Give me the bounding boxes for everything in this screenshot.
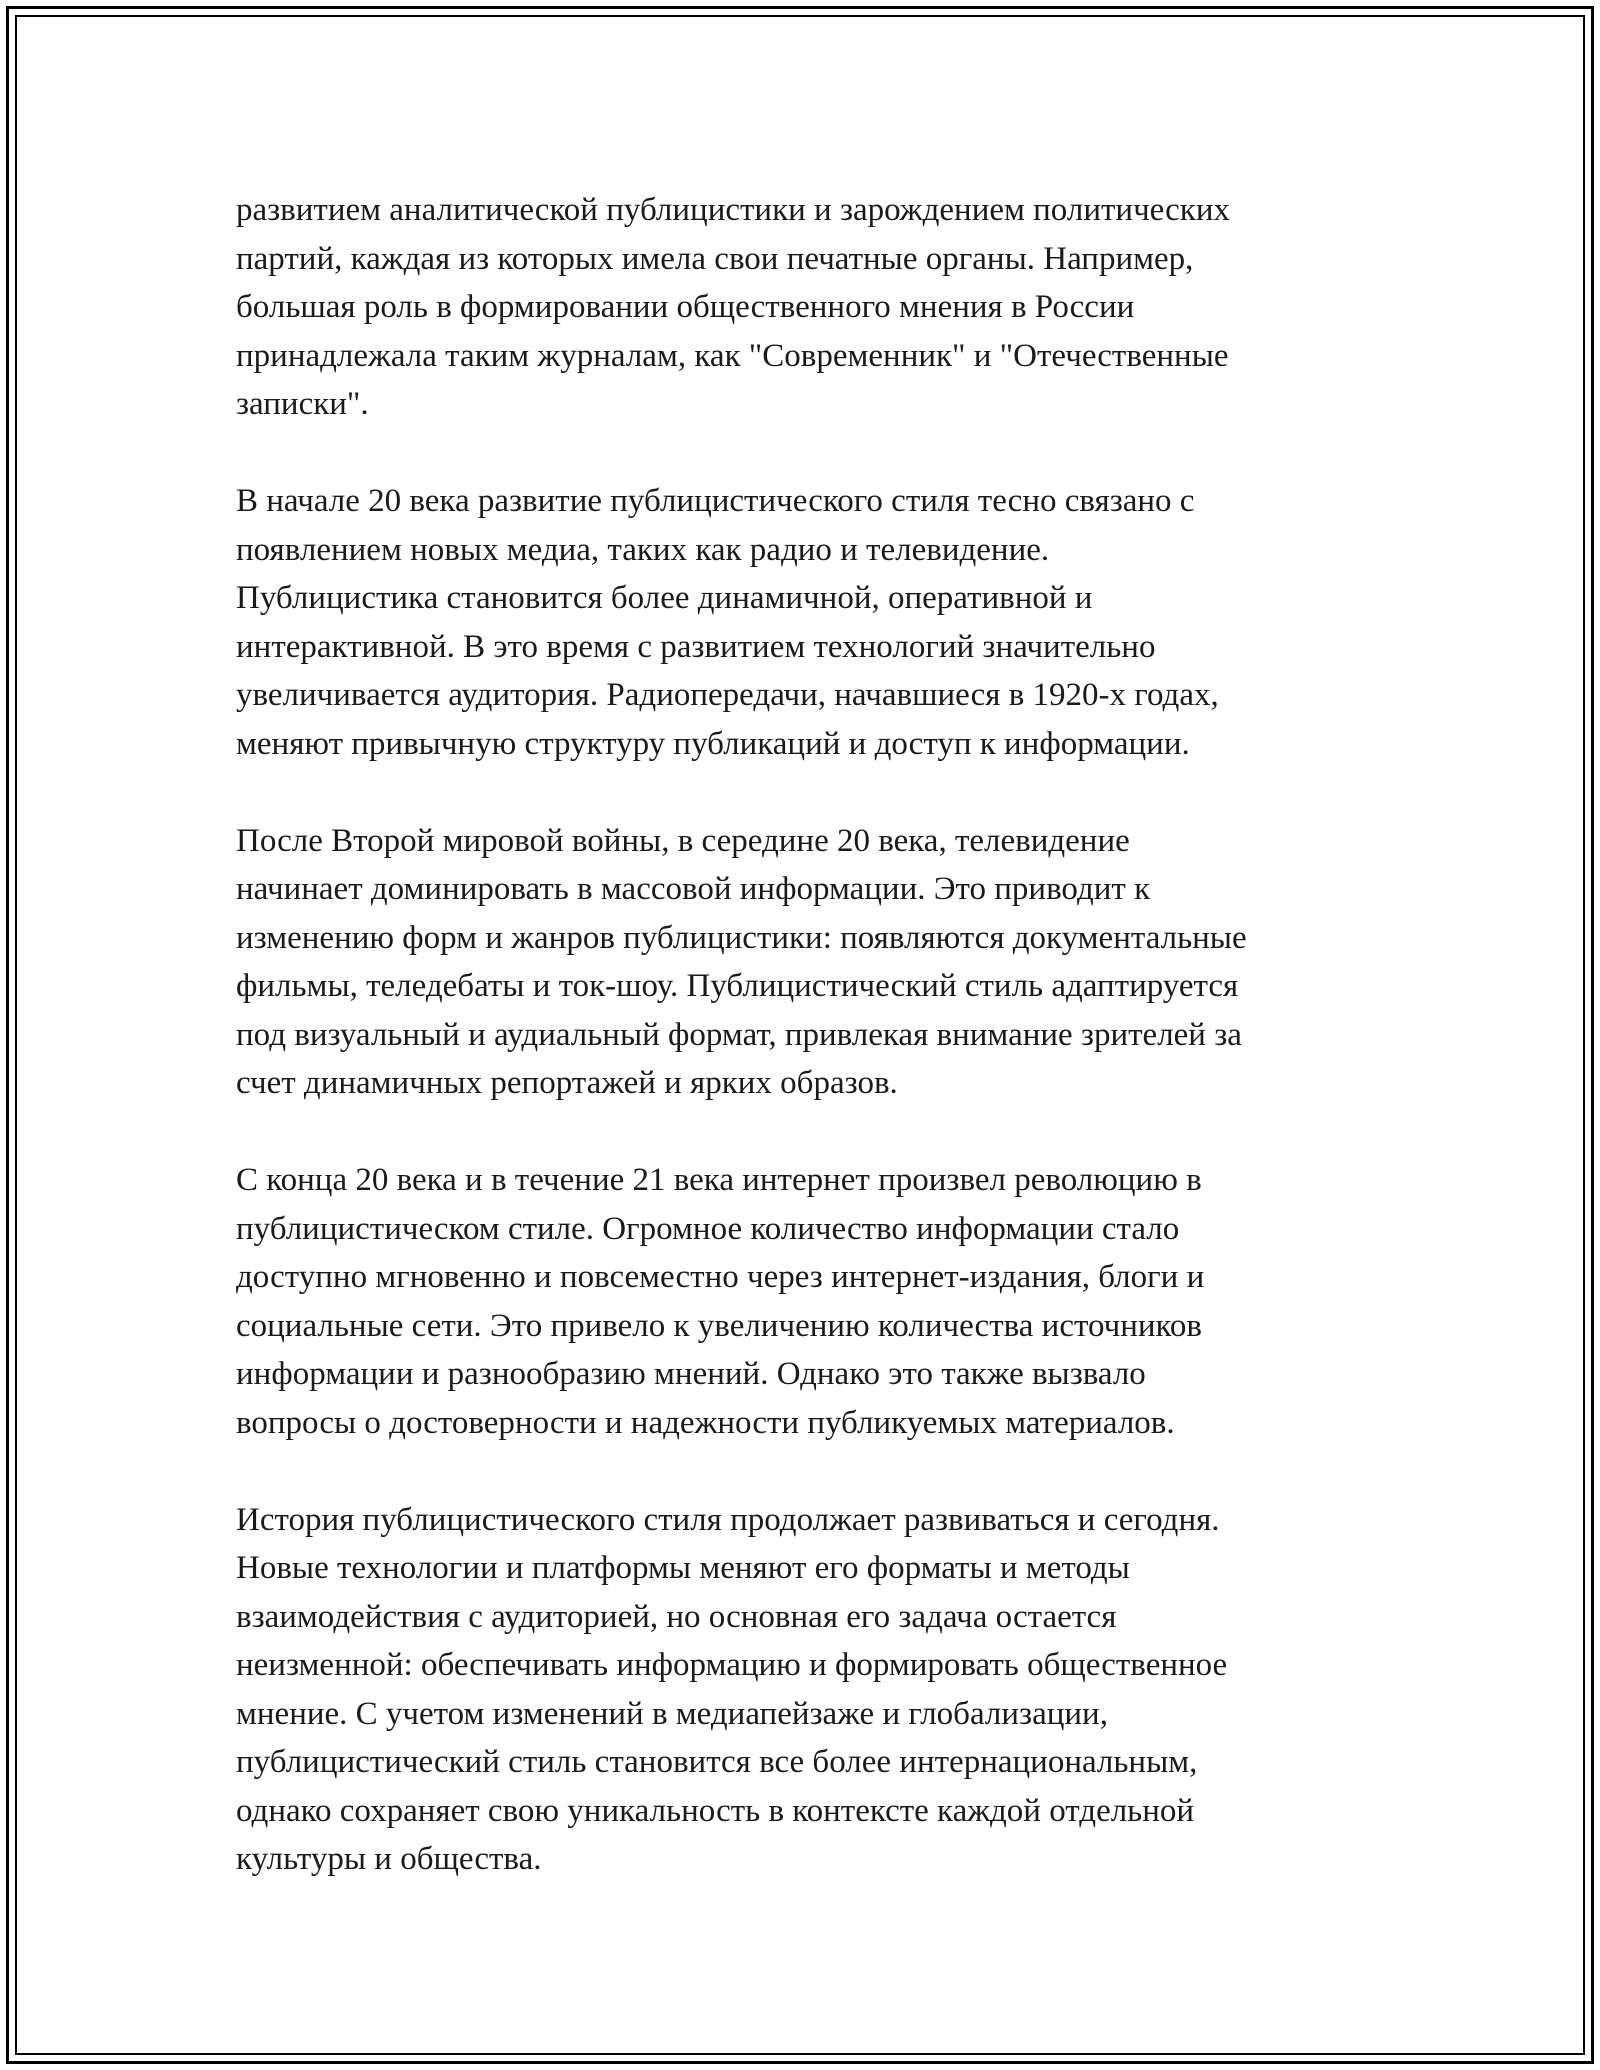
text-line: фильмы, теледебаты и ток-шоу. Публицистический стиль адаптируется <box>236 968 1239 1004</box>
text-line: Публицистика становится более динамичной, оперативной и <box>236 580 1093 616</box>
text-line: культуры и общества. <box>236 1841 542 1877</box>
text-line: партий, каждая из которых имела свои печатные органы. Например, <box>236 240 1194 277</box>
text-line: С конца 20 века и в течение 21 века интернет произвел революцию в <box>236 1162 1202 1198</box>
text-line: начинает доминировать в массовой информации. Это приводит к <box>236 871 1151 907</box>
text-line: Новые технологии и платформы меняют его форматы и методы <box>236 1550 1130 1586</box>
text-line: неизменной: обеспечивать информацию и формировать общественное <box>236 1647 1228 1683</box>
text-line: принадлежала таким журналам, как "Современник" и "Отечественные <box>236 337 1229 374</box>
text-line: После Второй мировой войны, в середине 20 века, телевидение <box>236 822 1130 859</box>
document-body <box>236 186 1416 1884</box>
text-line: социальные сети. Это привело к увеличению количества источников <box>236 1307 1202 1344</box>
text-line: под визуальный и аудиальный формат, привлекая внимание зрителей за <box>236 1016 1242 1053</box>
text-line: взаимодействия с аудиторией, но основная его задача остается <box>236 1598 1117 1635</box>
paragraph-3 <box>236 817 1416 1108</box>
text-line: развитием аналитической публицистики и зарождением политических <box>236 192 1230 228</box>
paragraph-4 <box>236 1156 1416 1447</box>
text-line: записки". <box>236 386 369 422</box>
text-line: информации и разнообразию мнений. Однако это также вызвало <box>236 1356 1146 1392</box>
text-line: большая роль в формировании общественного мнения в России <box>236 289 1135 325</box>
text-line: публицистический стиль становится все более интернациональным, <box>236 1744 1198 1780</box>
text-line: публицистическом стиле. Огромное количество информации стало <box>236 1210 1180 1247</box>
text-line: История публицистического стиля продолжает развиваться и сегодня. <box>236 1501 1220 1538</box>
text-line: В начале 20 века развитие публицистического стиля тесно связано с <box>236 483 1195 519</box>
text-line: увеличивается аудитория. Радиопередачи, начавшиеся в 1920-х годах, <box>236 677 1219 713</box>
text-line: появлением новых медиа, таких как радио и телевидение. <box>236 531 1050 568</box>
text-line: счет динамичных репортажей и ярких образов. <box>236 1065 898 1101</box>
paragraph-2 <box>236 477 1416 768</box>
paragraph-5 <box>236 1496 1416 1884</box>
paragraph-1 <box>236 186 1416 429</box>
text-line: интерактивной. В это время с развитием технологий значительно <box>236 628 1156 665</box>
text-line: изменению форм и жанров публицистики: появляются документальные <box>236 919 1247 956</box>
text-line: мнение. С учетом изменений в медиапейзаже и глобализации, <box>236 1695 1108 1732</box>
text-line: доступно мгновенно и повсеместно через интернет-издания, блоги и <box>236 1259 1205 1295</box>
text-line: меняют привычную структуру публикаций и доступ к информации. <box>236 725 1190 762</box>
text-line: однако сохраняет свою уникальность в контексте каждой отдельной <box>236 1792 1195 1829</box>
text-line: вопросы о достоверности и надежности публикуемых материалов. <box>236 1404 1175 1441</box>
